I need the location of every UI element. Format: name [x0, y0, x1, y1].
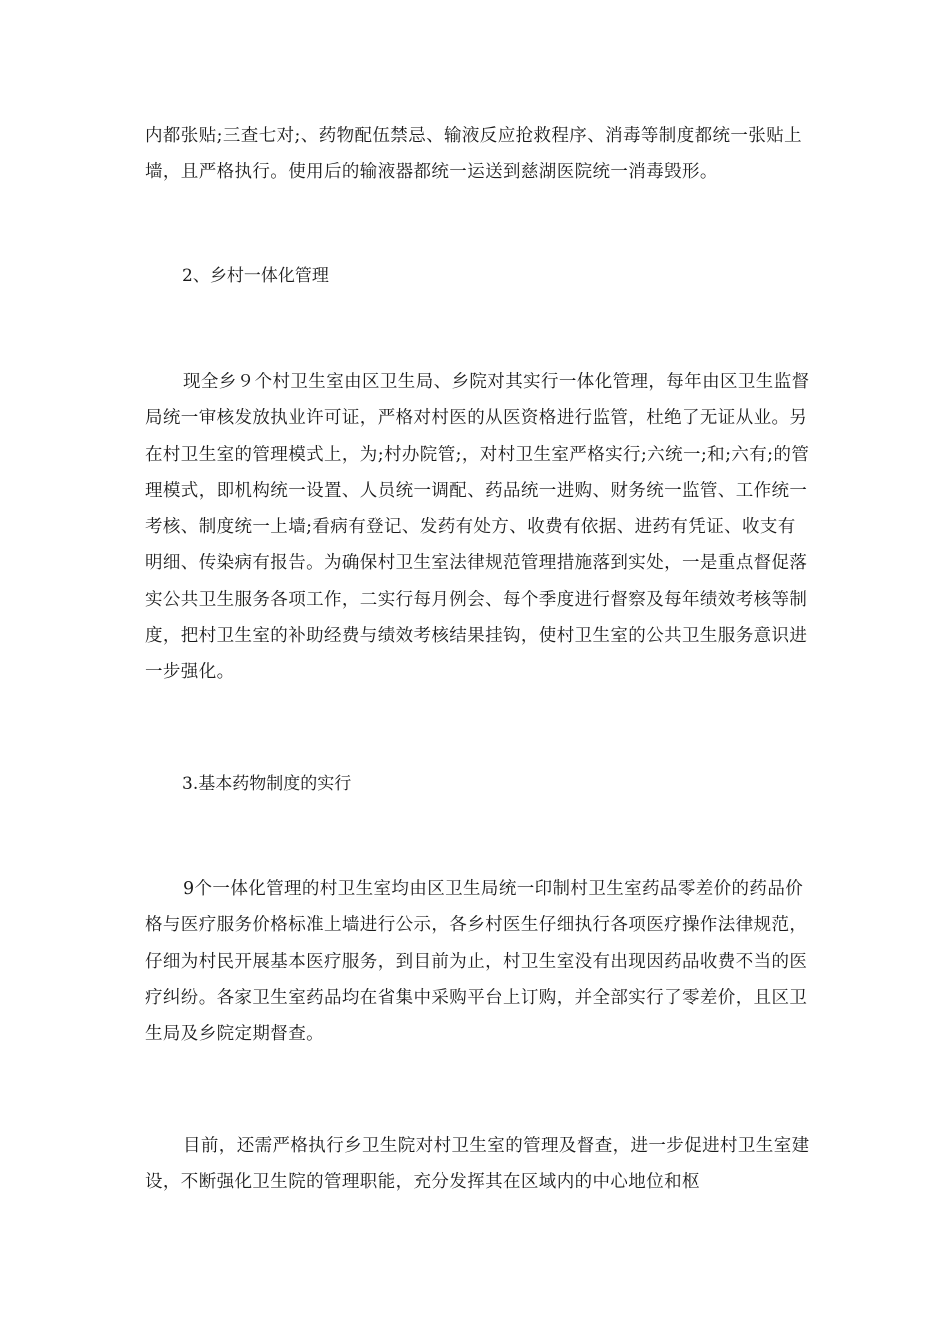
body-paragraph: 现全乡９个村卫生室由区卫生局、乡院对其实行一体化管理，每年由区卫生监督局统一审核发放执业许可证，严格对村医的从医资格进行监管，杜绝了无证从业。另在村卫生室的管理模式上，为;村办院管;，对村卫生室严格实行;六统一;和;六有;的管理模式，即机构统一设置、人员统一调配、药品统一进购、财务统一监管、工作统一考核、制度统一上墙;看病有登记、发药有处方、收费有依据、进药有凭证、收支有明细、传染病有报告。为确保村卫生室法律规范管理措施落到实处，一是重点督促落实公共卫生服务各项工作，二实行每月例会、每个季度进行督察及每年绩效考核等制度，把村卫生室的补助经费与绩效考核结果挂钩，使村卫生室的公共卫生服务意识进一步强化。 [145, 372, 810, 683]
body-paragraph: 内都张贴;三查七对;、药物配伍禁忌、输液反应抢救程序、消毒等制度都统一张贴上墙，且严格执行。使用后的输液器都统一运送到慈湖医院统一消毒毁形。 [145, 126, 802, 183]
body-paragraph: 目前，还需严格执行乡卫生院对村卫生室的管理及督查，进一步促进村卫生室建设，不断强化卫生院的管理职能，充分发挥其在区域内的中心地位和枢 [145, 1136, 810, 1193]
section-heading: 3.基本药物制度的实行 [182, 774, 352, 794]
section-heading: 2、乡村一体化管理 [182, 266, 329, 286]
body-paragraph: 9个一体化管理的村卫生室均由区卫生局统一印制村卫生室药品零差价的药品价格与医疗服务价格标准上墙进行公示，各乡村医生仔细执行各项医疗操作法律规范，仔细为村民开展基本医疗服务，到目前为止，村卫生室没有出现因药品收费不当的医疗纠纷。各家卫生室药品均在省集中采购平台上订购，并全部实行了零差价，且区卫生局及乡院定期督查。 [145, 879, 808, 1045]
